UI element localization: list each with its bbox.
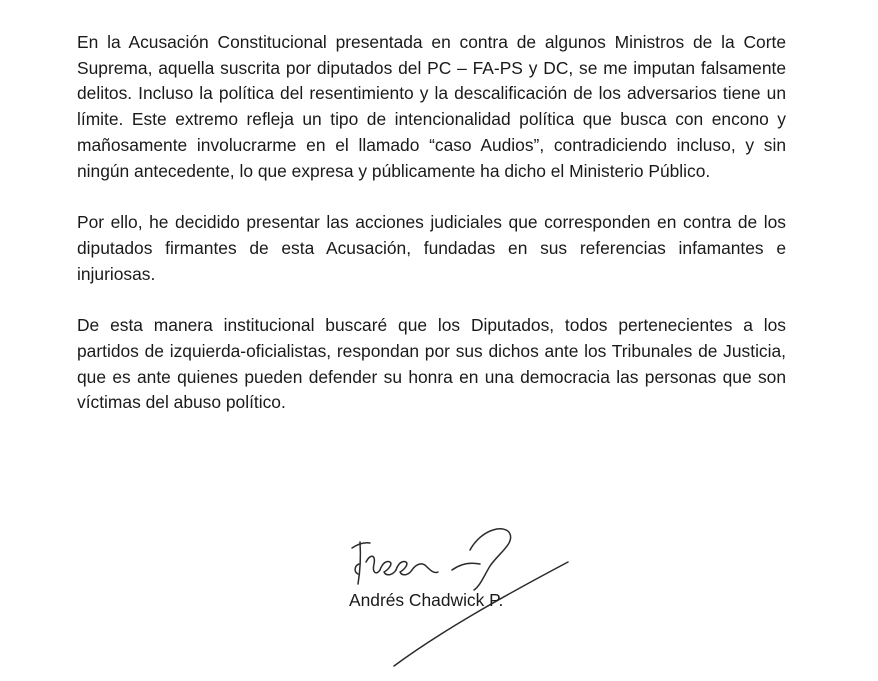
- paragraph-institutional-response: De esta manera institucional buscaré que los Diputados, todos pertenecientes a los partidos de izquierda-oficialistas, respondan por sus dichos ante los Tribunales de Justicia, que es ante quienes pueden defender su honra en una democracia las personas que son víctimas del abuso político.: [77, 315, 786, 413]
- signature-block: [330, 520, 590, 680]
- paragraph-accusation: En la Acusación Constitucional presentada en contra de algunos Ministros de la Corte Suprema, aquella suscrita por diputados del PC – FA-PS y DC, se me imputan falsamente delitos. Incluso la política del resentimiento y la descalificación de los adversarios tiene un límite. Este extremo refleja un tipo de intencionalidad política que busca con encono y mañosamente involucrarme en el llamado “caso Audios”, contradiciendo incluso, y sin ningún antecedente, lo que expresa y públicamente ha dicho el Ministerio Público.: [77, 32, 786, 181]
- paragraph-legal-actions: Por ello, he decidido presentar las acciones judiciales que corresponden en contra de los diputados firmantes de esta Acusación, fundadas en sus referencias infamantes e injuriosas.: [77, 212, 786, 284]
- signer-name: Andrés Chadwick P.: [349, 590, 504, 610]
- statement-body: [77, 30, 786, 442]
